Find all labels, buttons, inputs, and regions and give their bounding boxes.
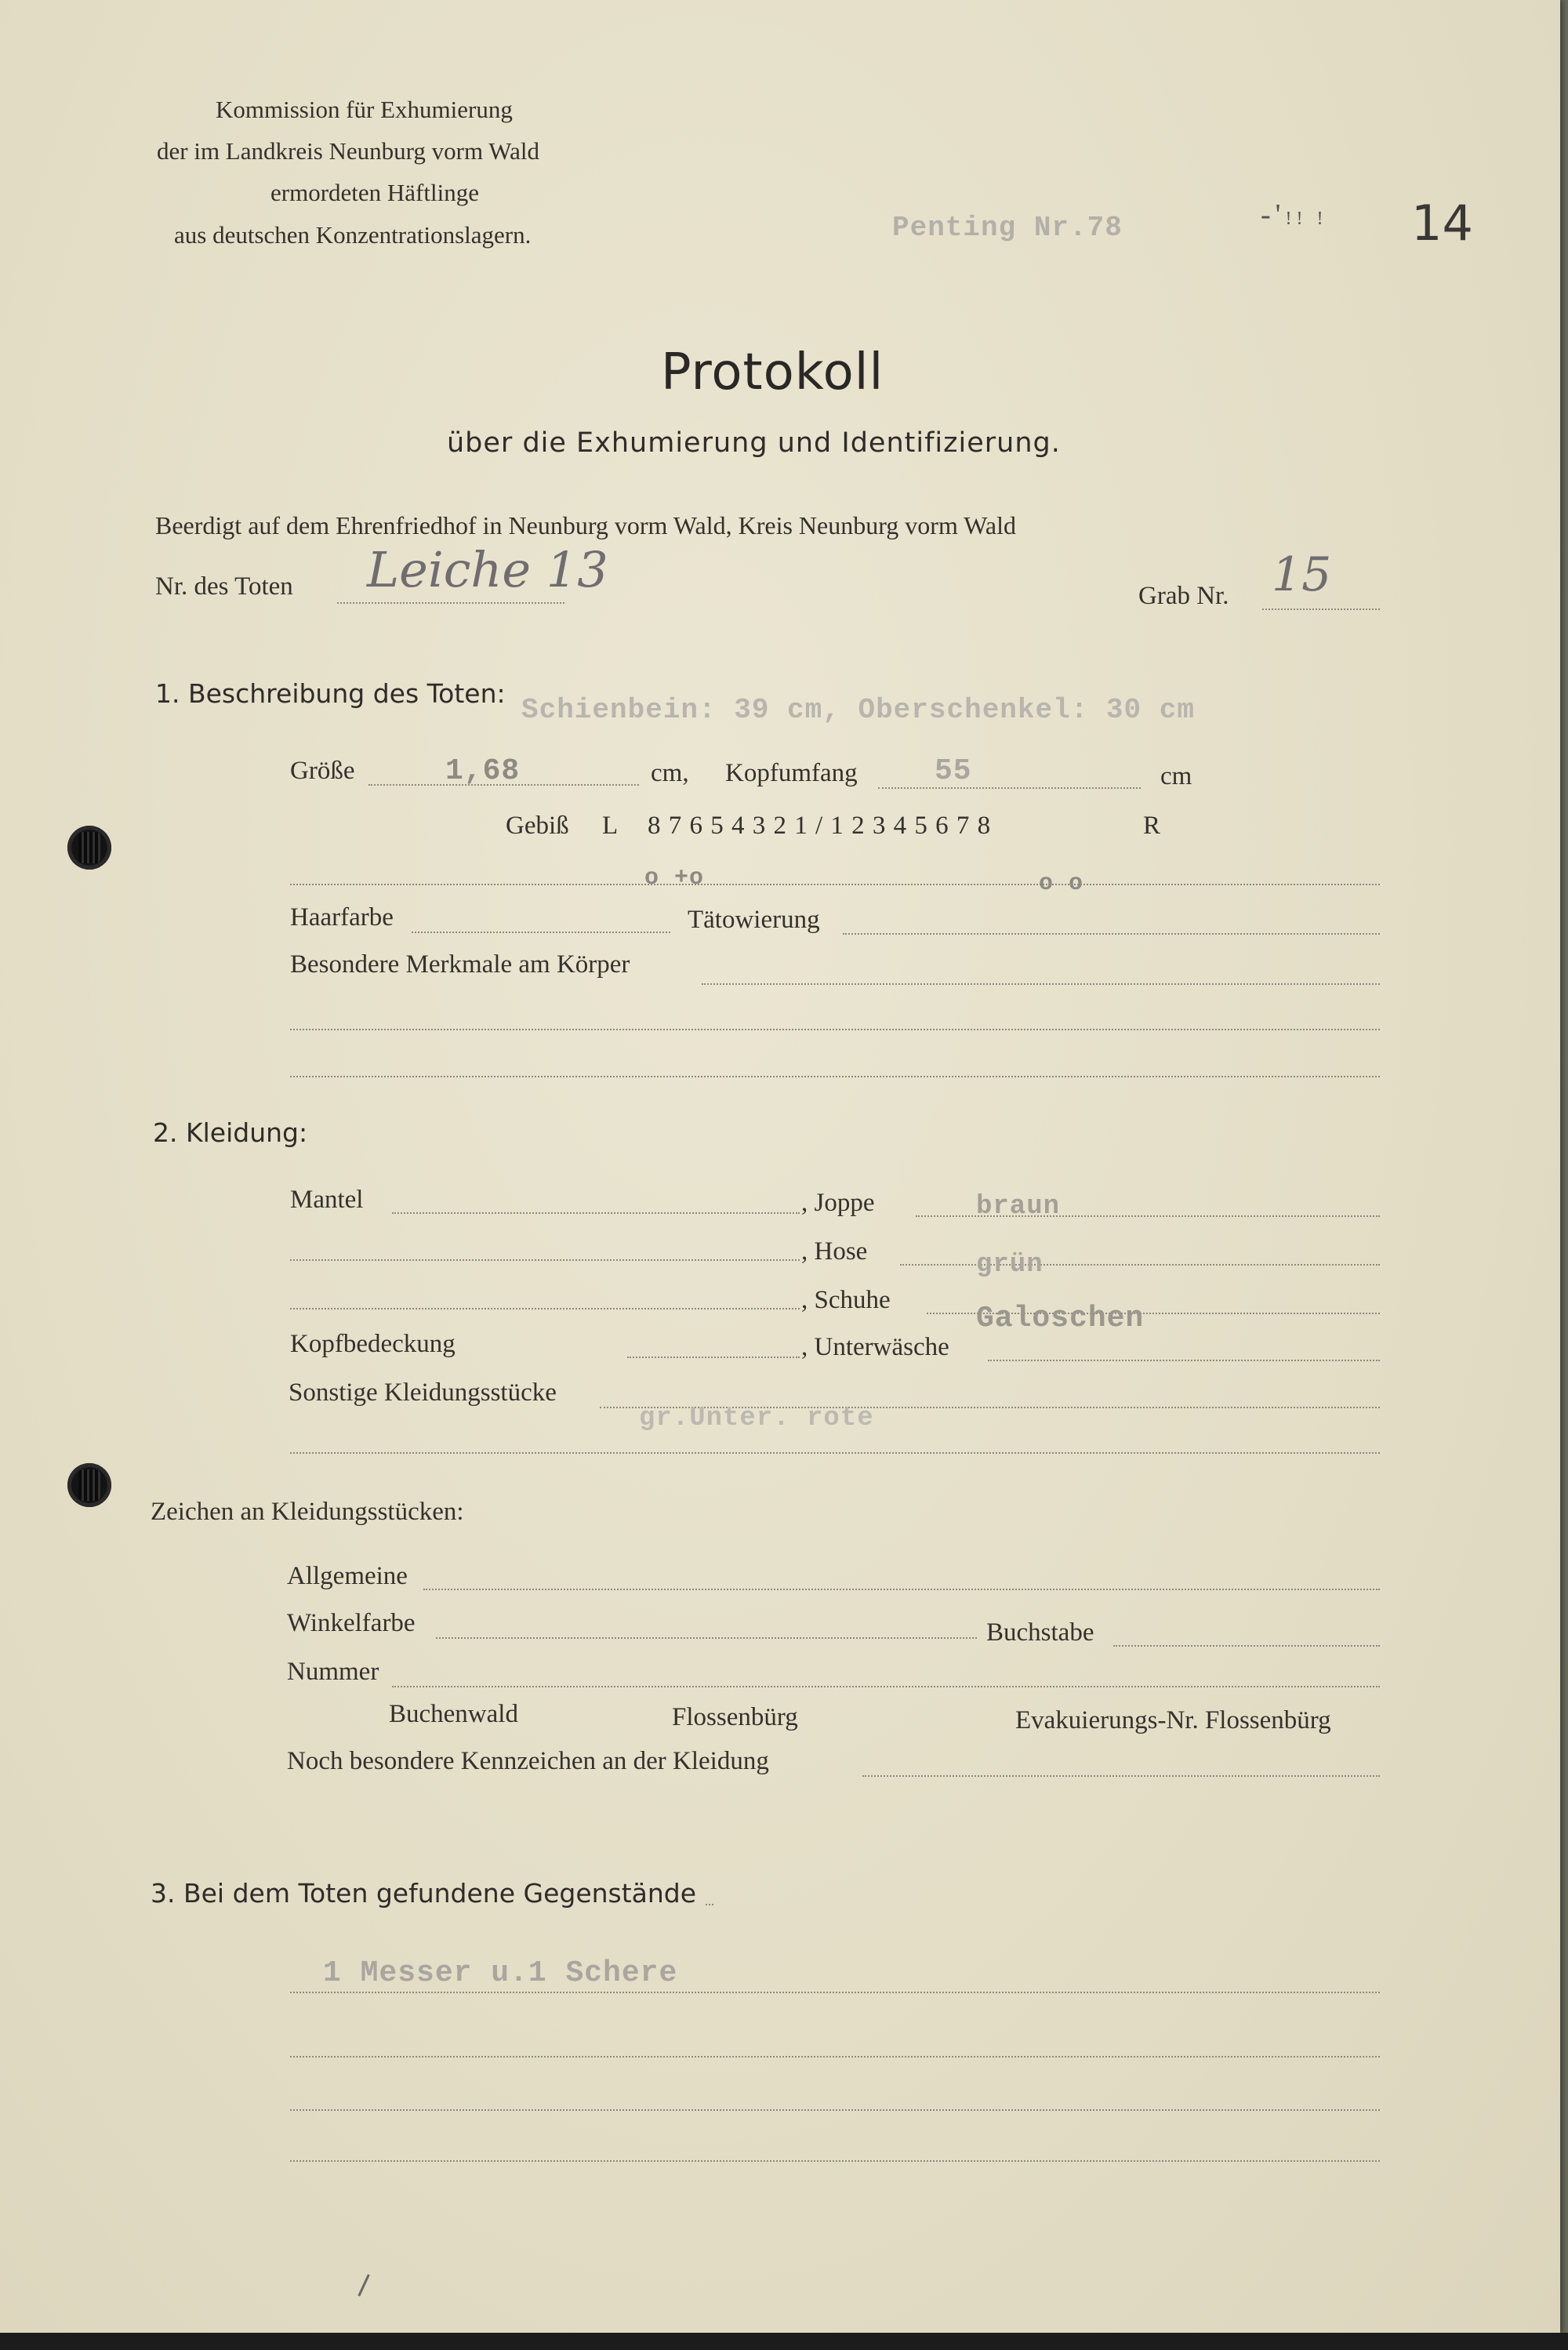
commission-line-1: Kommission für Exhumierung bbox=[216, 96, 513, 123]
page-subtitle: über die Exhumierung und Identifizierung. bbox=[447, 427, 1061, 459]
coat-label: Mantel bbox=[290, 1186, 364, 1214]
flossenburg-label: Flossenbürg bbox=[672, 1703, 798, 1731]
coat-line bbox=[392, 1212, 800, 1214]
additional-marks-line bbox=[862, 1775, 1380, 1777]
burial-location: Beerdigt auf dem Ehrenfriedhof in Neunburg vorm Wald, Kreis Neunburg vorm Wald bbox=[155, 511, 1016, 539]
corner-pencil-marks: -'!! ! bbox=[1261, 198, 1328, 231]
found-items-line-2 bbox=[290, 2056, 1380, 2058]
page-title: Protokoll bbox=[661, 343, 884, 401]
head-circumference-unit: cm bbox=[1160, 762, 1192, 790]
general-marks-label: Allgemeine bbox=[287, 1562, 408, 1590]
teeth-marks-right: o o bbox=[1039, 870, 1084, 897]
underwear-line bbox=[988, 1360, 1380, 1361]
clothing-blank-line-2 bbox=[290, 1308, 800, 1309]
triangle-color-line bbox=[436, 1637, 977, 1639]
jacket-label: , Joppe bbox=[801, 1189, 875, 1217]
found-items-line-4 bbox=[290, 2160, 1380, 2162]
section-3-heading-line bbox=[706, 1904, 713, 1905]
number-line bbox=[392, 1686, 1380, 1687]
general-marks-line bbox=[423, 1589, 1380, 1590]
triangle-color-label: Winkelfarbe bbox=[287, 1609, 416, 1637]
teeth-line bbox=[290, 884, 1380, 885]
number-label: Nummer bbox=[287, 1658, 379, 1686]
found-items-line-3 bbox=[290, 2109, 1380, 2111]
commission-line-2: der im Landkreis Neunburg vorm Wald bbox=[157, 137, 539, 165]
punch-hole-lower bbox=[67, 1463, 111, 1507]
teeth-marks-left: o +o bbox=[644, 865, 705, 892]
height-value: 1,68 bbox=[445, 754, 521, 788]
additional-marks-label: Noch besondere Kennzeichen an der Kleidung bbox=[287, 1747, 769, 1775]
headwear-label: Kopfbedeckung bbox=[290, 1330, 456, 1358]
head-circumference-label: Kopfumfang bbox=[725, 759, 858, 787]
jacket-value: braun bbox=[976, 1192, 1061, 1222]
other-clothing-line-2 bbox=[290, 1452, 1380, 1454]
teeth-right-marker: R bbox=[1143, 812, 1161, 840]
hair-color-label: Haarfarbe bbox=[290, 903, 394, 932]
height-label: Größe bbox=[290, 757, 355, 785]
section-1-heading: 1. Beschreibung des Toten: bbox=[155, 678, 506, 709]
tattoo-label: Tätowierung bbox=[688, 906, 820, 934]
height-unit: cm, bbox=[651, 759, 689, 787]
commission-line-3: ermordeten Häftlinge bbox=[270, 179, 479, 206]
grave-number-value: 15 bbox=[1272, 547, 1332, 602]
grave-number-label: Grab Nr. bbox=[1138, 582, 1229, 610]
clothing-blank-line-1 bbox=[290, 1259, 800, 1261]
trousers-value: grün bbox=[976, 1250, 1044, 1280]
teeth-left-marker: L bbox=[602, 812, 619, 840]
other-clothing-label: Sonstige Kleidungsstücke bbox=[289, 1378, 557, 1407]
headwear-line bbox=[627, 1357, 800, 1358]
trousers-line bbox=[900, 1264, 1380, 1266]
shoes-label: , Schuhe bbox=[801, 1286, 891, 1314]
body-marks-label: Besondere Merkmale am Körper bbox=[290, 950, 630, 979]
dead-number-label: Nr. des Toten bbox=[155, 572, 293, 601]
underwear-label: , Unterwäsche bbox=[801, 1333, 949, 1361]
punch-hole-upper bbox=[67, 826, 111, 870]
head-circumference-line bbox=[878, 787, 1141, 789]
dead-number-line bbox=[337, 602, 564, 604]
section-3-heading: 3. Bei dem Toten gefundene Gegenstände bbox=[151, 1878, 697, 1909]
found-items-value: 1 Messer u.1 Schere bbox=[323, 1956, 678, 1990]
page-number: 14 bbox=[1411, 194, 1473, 252]
letter-label: Buchstabe bbox=[986, 1618, 1094, 1647]
tattoo-line bbox=[843, 933, 1380, 935]
pencil-stroke bbox=[358, 2274, 378, 2301]
body-marks-line-3 bbox=[290, 1076, 1380, 1077]
body-marks-line-2 bbox=[290, 1029, 1380, 1030]
shoes-value: Galoschen bbox=[976, 1302, 1145, 1335]
other-clothing-value: gr.Unter. rote bbox=[639, 1404, 874, 1433]
grave-number-line bbox=[1262, 608, 1380, 610]
found-items-line-1 bbox=[290, 1992, 1380, 1993]
buchenwald-label: Buchenwald bbox=[389, 1700, 518, 1728]
clothing-marks-heading: Zeichen an Kleidungsstücken: bbox=[151, 1498, 464, 1526]
scan-bottom-edge bbox=[0, 2333, 1568, 2350]
hair-color-line bbox=[412, 932, 670, 933]
section-1-typed-note: Schienbein: 39 cm, Oberschenkel: 30 cm bbox=[521, 694, 1195, 726]
head-circumference-value: 55 bbox=[935, 754, 972, 788]
evacuation-number-label: Evakuierungs-Nr. Flossenbürg bbox=[1015, 1706, 1331, 1734]
section-2-heading: 2. Kleidung: bbox=[153, 1117, 308, 1148]
trousers-label: , Hose bbox=[801, 1237, 868, 1266]
typed-reference: Penting Nr.78 bbox=[892, 212, 1123, 244]
body-marks-line-1 bbox=[702, 983, 1380, 985]
commission-line-4: aus deutschen Konzentrationslagern. bbox=[174, 221, 532, 249]
teeth-label: Gebiß bbox=[506, 812, 569, 840]
letter-line bbox=[1113, 1645, 1380, 1647]
dead-number-value: Leiche 13 bbox=[367, 541, 608, 598]
teeth-sequence: 8 7 6 5 4 3 2 1 / 1 2 3 4 5 6 7 8 bbox=[648, 812, 992, 840]
